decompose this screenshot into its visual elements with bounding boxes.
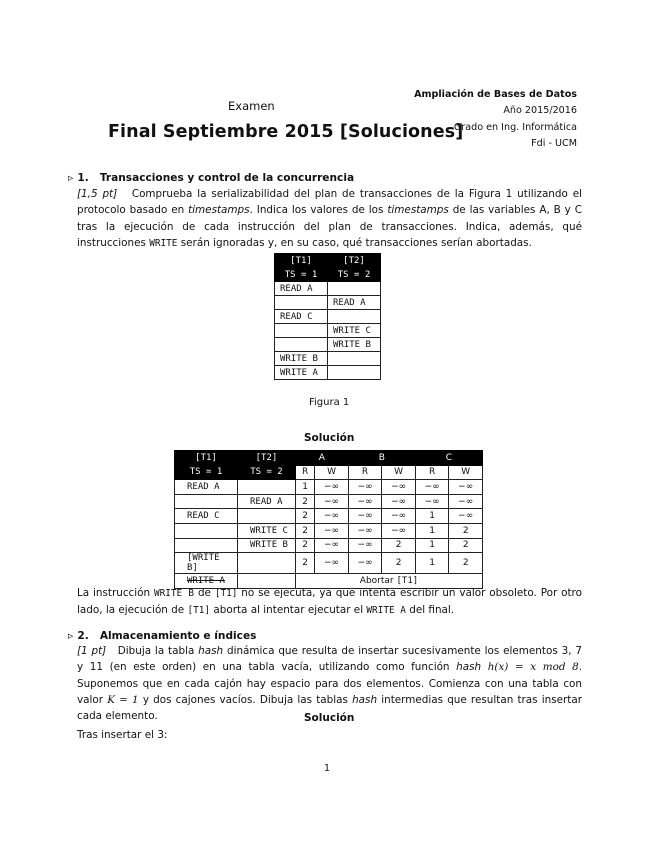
sol-value-cell: 2 (295, 523, 314, 538)
sol-value-cell: −∞ (449, 509, 483, 524)
sol-header-t1: [T1] (175, 451, 238, 466)
sol-rw-label: W (315, 465, 349, 480)
after-insert-text: Tras insertar el 3: (77, 729, 168, 741)
fig-header-t1: [T1] (275, 254, 328, 268)
solution-table (174, 450, 483, 589)
sol-value-cell: −∞ (315, 523, 349, 538)
figure-row (275, 296, 381, 310)
sol-value-cell: 2 (382, 553, 416, 574)
sol-value-cell: 1 (415, 553, 449, 574)
explain-text: La instrucción (77, 587, 151, 599)
sol-value-cell: 1 (415, 509, 449, 524)
sol-value-cell: −∞ (348, 538, 382, 553)
sol-value-cell: 2 (295, 553, 314, 574)
sol-value-cell: −∞ (415, 480, 449, 495)
emphasis-word: timestamps (387, 204, 449, 217)
figure-cell (328, 310, 381, 324)
section-title: Transacciones y control de la concurrencia (99, 172, 355, 184)
sol-value-cell: −∞ (315, 553, 349, 574)
sol-value-cell: −∞ (415, 494, 449, 509)
points: [1,5 pt] (77, 188, 118, 200)
explain-text: no se ejecuta, ya que intenta escribir un valor obsoleto. Por otro lado, la ejecución de (77, 587, 582, 617)
sol-value-cell: −∞ (382, 494, 416, 509)
sol-t1-cell (175, 523, 238, 538)
figure-row (275, 282, 381, 296)
section-1-statement (77, 186, 582, 252)
sol-rw-label: R (295, 465, 314, 480)
sol-value-cell: −∞ (449, 494, 483, 509)
fig-header-t2: [T2] (328, 254, 381, 268)
sol-value-cell: −∞ (315, 509, 349, 524)
sol-t2-cell (238, 480, 296, 495)
solution-row (175, 538, 483, 553)
sol-value-cell: −∞ (348, 480, 382, 495)
emphasis-word: timestamps (188, 204, 250, 217)
sol-value-cell: 2 (295, 538, 314, 553)
figure-cell (328, 352, 381, 366)
figure-cell: READ C (275, 310, 328, 324)
sol-rw-label: W (382, 465, 416, 480)
statement-text: intermedias que resultan tras insertar cada elemento. (77, 693, 582, 723)
sol-value-cell: −∞ (449, 480, 483, 495)
sol-value-cell: −∞ (315, 494, 349, 509)
code-word: WRITE (149, 237, 178, 249)
sol-rw-label: R (348, 465, 382, 480)
solution-row (175, 494, 483, 509)
statement-text: y dos cajones vacíos. Dibuja las tablas (142, 693, 348, 706)
explain-code: WRITE B (153, 588, 195, 599)
solution-explanation (77, 585, 582, 620)
sol-value-cell: −∞ (382, 480, 416, 495)
sol-header-c: C (415, 451, 482, 466)
sol-header-a: A (295, 451, 348, 466)
fig-ts-t2: TS = 2 (328, 268, 381, 282)
sol-value-cell: 1 (295, 480, 314, 495)
section-number: 1. (77, 172, 89, 184)
solution-row (175, 553, 483, 574)
abort-code: [T1] (396, 575, 419, 586)
sol-t2-cell: READ A (238, 494, 296, 509)
sol-t2-cell (238, 509, 296, 524)
solution-row (175, 509, 483, 524)
sol-ts-t2: TS = 2 (238, 465, 296, 480)
figure-cell: READ A (275, 282, 328, 296)
sol-value-cell: −∞ (348, 523, 382, 538)
figure-cell (328, 282, 381, 296)
sol-header-t2: [T2] (238, 451, 296, 466)
explain-text: del final. (409, 604, 455, 617)
sol-t1-cell: READ C (175, 509, 238, 524)
figure-cell (275, 296, 328, 310)
sol-header-b: B (348, 451, 415, 466)
sol-value-cell: −∞ (348, 509, 382, 524)
section-number: 2. (77, 630, 89, 642)
section-1-heading (68, 172, 354, 184)
exam-label: Examen (228, 99, 275, 113)
emphasis-word: hash (456, 661, 482, 674)
statement-text: Dibuja la tabla (117, 645, 195, 657)
solution-row (175, 480, 483, 495)
sol-value-cell: 2 (449, 538, 483, 553)
triangle-bullet-icon: ▹ (68, 172, 74, 184)
explain-text: de (197, 587, 211, 599)
sol-t2-cell: WRITE B (238, 538, 296, 553)
explain-code: [T1] (187, 605, 211, 617)
sol-value-cell: 2 (449, 523, 483, 538)
sol-t2-cell (238, 553, 296, 574)
figure-row (275, 352, 381, 366)
sol-t1-cell: [WRITE B] (175, 553, 238, 574)
statement-text: serán ignoradas y, en su caso, qué transacciones serían abortadas. (180, 236, 532, 249)
statement-text: Comprueba la serializabilidad del plan de transacciones de la Figura 1 utilizando el protocolo basado en (77, 188, 582, 217)
academic-year: Año 2015/2016 (503, 105, 577, 117)
hash-function: h(x) = x mod 8 (487, 661, 579, 674)
figure-cell: WRITE A (275, 366, 328, 380)
sol-t1-cell (175, 538, 238, 553)
explain-code: WRITE A (366, 605, 406, 617)
figure-row (275, 338, 381, 352)
explain-text: aborta al intentar ejecutar el (213, 604, 364, 617)
sol-value-cell: 2 (382, 538, 416, 553)
triangle-bullet-icon: ▹ (68, 630, 74, 642)
figure-caption: Figura 1 (309, 397, 350, 408)
figure-row (275, 310, 381, 324)
sol-rw-label: W (449, 465, 483, 480)
sol-value-cell: −∞ (382, 523, 416, 538)
sol-t2-cell: WRITE C (238, 523, 296, 538)
figure-1-table (274, 253, 381, 380)
sol-value-cell: 2 (295, 509, 314, 524)
explain-code: [T1] (214, 588, 238, 599)
sol-rw-label: R (415, 465, 449, 480)
emphasis-word: hash (198, 645, 224, 657)
course-name: Ampliación de Bases de Datos (414, 89, 577, 100)
sol-value-cell: −∞ (348, 553, 382, 574)
sol-value-cell: 2 (449, 553, 483, 574)
figure-cell: WRITE B (275, 352, 328, 366)
solution-2-title: Solución (304, 712, 355, 724)
emphasis-word: hash (352, 693, 378, 706)
section-title: Almacenamiento e índices (99, 630, 257, 642)
figure-row (275, 324, 381, 338)
figure-cell (275, 324, 328, 338)
statement-text: . Indica los valores de los (249, 204, 384, 217)
fig-ts-t1: TS = 1 (275, 268, 328, 282)
faculty: Fdi - UCM (531, 137, 577, 149)
course-info (414, 87, 577, 152)
sol-value-cell: −∞ (348, 494, 382, 509)
sol-value-cell: −∞ (315, 538, 349, 553)
figure-cell (275, 338, 328, 352)
statement-text: dinámica que resulta de insertar sucesivamente los elementos 3, 7 y 11 (en este orden) en una tabla vacía, utilizando como función (77, 645, 582, 674)
k-value: K = 1 (107, 693, 139, 706)
page-number: 1 (324, 763, 331, 774)
figure-cell: WRITE B (328, 338, 381, 352)
figure-cell: READ A (328, 296, 381, 310)
sol-value-cell: 1 (415, 538, 449, 553)
solution-title: Solución (304, 432, 355, 444)
statement-text: . Suponemos que en cada cajón hay espacio para dos elementos. Comienza con una tabla con valor (77, 661, 583, 706)
page-title: Final Septiembre 2015 [Soluciones] (108, 122, 464, 142)
figure-row (275, 366, 381, 380)
sol-ts-t1: TS = 1 (175, 465, 238, 480)
sol-value-cell: −∞ (315, 480, 349, 495)
solution-row (175, 523, 483, 538)
sol-t1-cell (175, 494, 238, 509)
sol-aborted-instruction: WRITE A (175, 574, 238, 589)
sol-value-cell: −∞ (382, 509, 416, 524)
sol-value-cell: 1 (415, 523, 449, 538)
section-2-heading (68, 630, 256, 642)
points: [1 pt] (77, 645, 107, 657)
statement-text: de las variables A, B y C tras la ejecución de cada instrucción del plan de transacciones. Indica, además, qué instrucciones (77, 204, 582, 249)
sol-t1-cell: READ A (175, 480, 238, 495)
sol-value-cell: 2 (295, 494, 314, 509)
degree: Grado en Ing. Informática (453, 121, 577, 133)
figure-cell (328, 366, 381, 380)
abort-text: Abortar (359, 575, 394, 586)
figure-cell: WRITE C (328, 324, 381, 338)
